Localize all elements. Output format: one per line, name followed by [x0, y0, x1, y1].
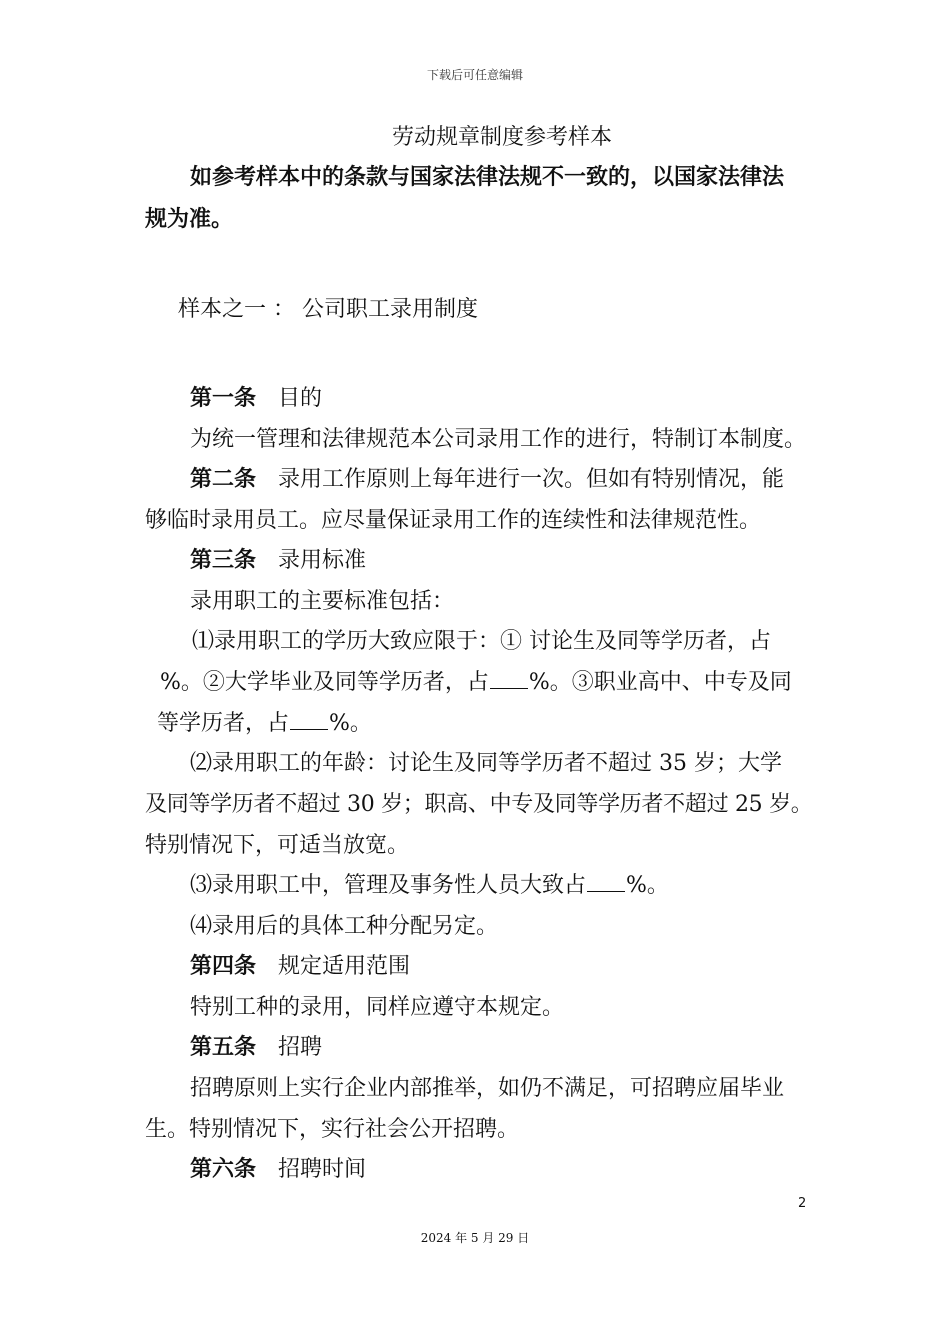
article-1-label: 第一条: [190, 386, 257, 411]
article-3-label: 第三条: [190, 548, 257, 573]
item-3-text-a: ⑶录用职工中，管理及事务性人员大致占: [190, 873, 587, 898]
page-header: 下载后可任意编辑: [426, 68, 523, 82]
article-5-body-2: 生。特别情况下，实行社会公开招聘。: [145, 1117, 520, 1142]
article-1-body: 为统一管理和法律规范本公司录用工作的进行，特制订本制度。: [190, 427, 807, 452]
article-4-heading: [190, 949, 410, 980]
item-1-text-b: %。③职业高中、中专及同: [528, 670, 792, 695]
note-line-1: 如参考样本中的条款与国家法律法规不一致的，以国家法律法: [190, 165, 785, 190]
article-5-title: 招聘: [278, 1035, 323, 1060]
article-2-body-1: 录用工作原则上每年进行一次。但如有特别情况，能: [278, 467, 785, 492]
article-3-item-4: ⑷录用后的具体工种分配另定。: [190, 914, 499, 939]
article-3-item-2-line-3: 特别情况下，可适当放宽。: [145, 833, 410, 858]
article-5-label: 第五条: [190, 1035, 257, 1060]
article-1-heading: [190, 381, 322, 412]
blank-field: [587, 890, 625, 892]
article-4-label: 第四条: [190, 954, 257, 979]
blank-field: [490, 687, 528, 689]
article-3-heading: [190, 543, 366, 574]
page-footer-date: 2024 年 5 月 29 日: [420, 1231, 530, 1245]
article-3-item-2-line-2: 及同等学历者不超过 30 岁；职高、中专及同等学历者不超过 25 岁。: [145, 792, 813, 817]
document-title: 劳动规章制度参考样本: [392, 125, 613, 150]
article-3-item-3: [190, 868, 669, 899]
article-3-item-1-line-1: ⑴录用职工的学历大致应限于：① 讨论生及同等学历者，占: [192, 629, 771, 654]
page-number: 2: [798, 1196, 807, 1211]
article-6-title: 招聘时间: [278, 1157, 367, 1182]
item-1-text-a: %。②大学毕业及同等学历者，占: [160, 670, 489, 695]
article-3-item-2-line-1: ⑵录用职工的年龄：讨论生及同等学历者不超过 35 岁；大学: [190, 751, 782, 776]
item-1-text-c: 等学历者，占: [157, 711, 290, 736]
blank-field: [290, 728, 328, 730]
sample-heading: 样本之一 ： 公司职工录用制度: [178, 297, 478, 322]
article-6-heading: [190, 1152, 366, 1183]
article-3-item-1-line-2: [160, 665, 792, 696]
article-3-intro: 录用职工的主要标准包括：: [190, 589, 455, 614]
article-2-line-2: 够临时录用员工。应尽量保证录用工作的连续性和法律规范性。: [145, 508, 762, 533]
article-6-label: 第六条: [190, 1157, 257, 1182]
article-4-body: 特别工种的录用，同样应遵守本规定。: [190, 995, 565, 1020]
note-line-2: 规为准。: [145, 207, 234, 232]
article-1-title: 目的: [278, 386, 323, 411]
item-3-text-b: %。: [626, 873, 669, 898]
article-3-title: 录用标准: [278, 548, 367, 573]
article-3-item-1-line-3: [157, 706, 372, 737]
item-1-text-d: %。: [329, 711, 372, 736]
article-2-line-1: [190, 462, 784, 493]
article-5-body-1: 招聘原则上实行企业内部推举，如仍不满足，可招聘应届毕业: [190, 1076, 785, 1101]
article-4-title: 规定适用范围: [278, 954, 411, 979]
article-2-label: 第二条: [190, 467, 257, 492]
article-5-heading: [190, 1030, 322, 1061]
